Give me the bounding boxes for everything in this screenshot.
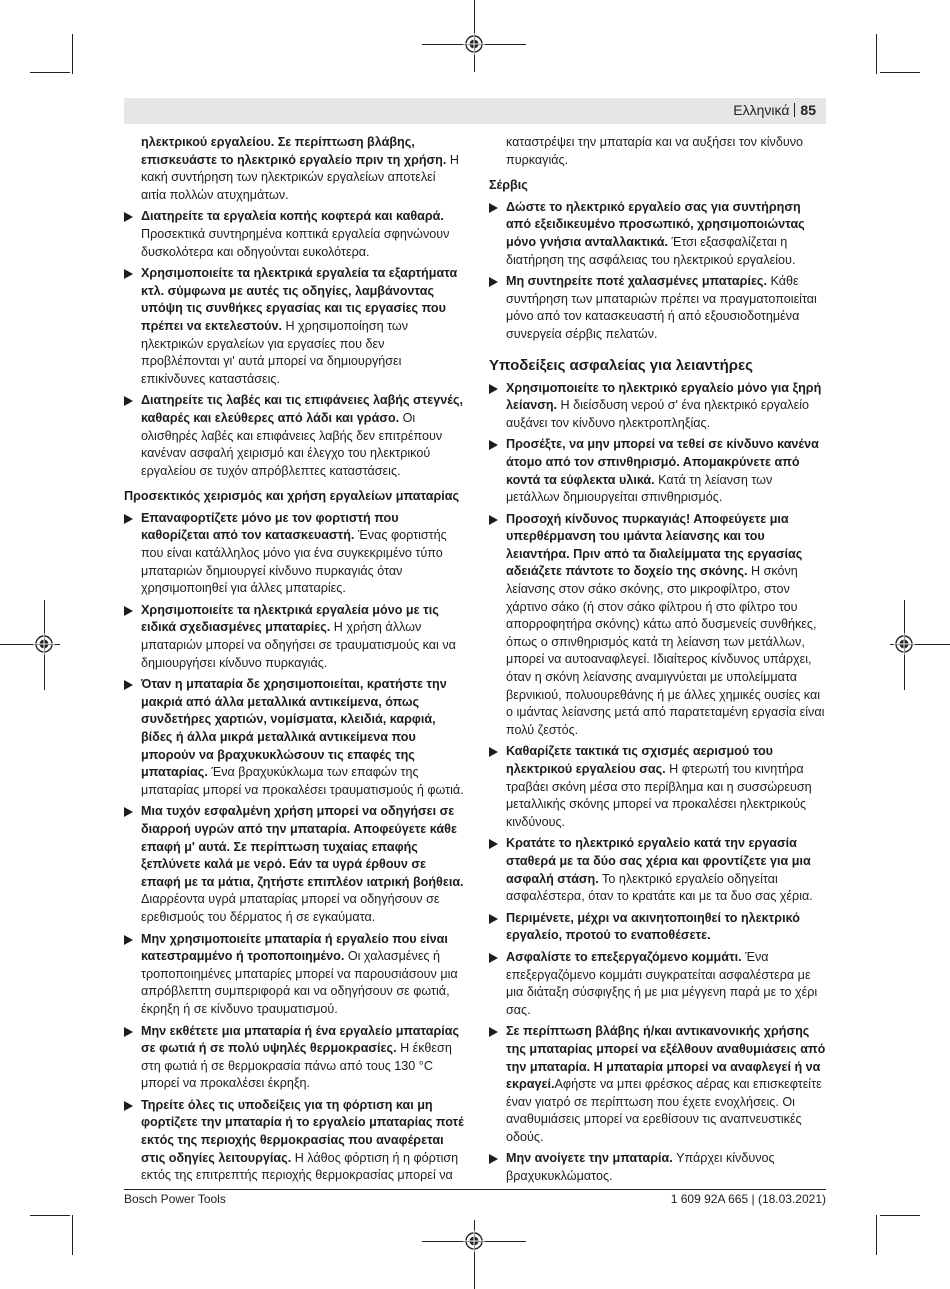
bullet-triangle-icon (489, 440, 498, 450)
item-bold: Επαναφορτίζετε μόνο με τον φορτιστή που καθορίζεται από τον κατασκευαστή. (141, 510, 399, 543)
footer-brand: Bosch Power Tools (124, 1192, 226, 1206)
bullet-triangle-icon (489, 839, 498, 849)
bullet-triangle-icon (489, 515, 498, 525)
header-label (733, 102, 816, 118)
left-column (124, 134, 464, 1185)
registration-mark-icon (33, 633, 55, 655)
page-header (124, 98, 826, 124)
item-bold: Προσέξτε, να μην μπορεί να τεθεί σε κίνδυνο κανένα άτομο από τον σπινθηρισμό. Απομακρύνετε από κοντά τα εύφλεκτα υλικά. (506, 437, 819, 487)
header-language: Ελληνικά (733, 102, 790, 118)
item-bold: Χρησιμοποιείτε το ηλεκτρικό εργαλείο μόνο για ξηρή λείανση. (506, 380, 822, 413)
item-text: Κατά τη λείανση των μετάλλων δημιουργείται σπινθηρισμός. (506, 472, 773, 505)
list-item (124, 803, 464, 926)
crop-mark (72, 34, 73, 74)
registration-mark-icon (463, 33, 485, 55)
registration-mark-icon (893, 633, 915, 655)
continuation-paragraph: καταστρέψει την μπαταρία και να αυξήσει τον κίνδυνο πυρκαγιάς. (506, 135, 804, 167)
bullet-triangle-icon (124, 935, 133, 945)
list-item (124, 1023, 464, 1093)
item-bold: Μια τυχόν εσφαλμένη χρήση μπορεί να οδηγήσει σε διαρροή υγρών από την μπαταρία. Αποφεύγετε κάθε επαφή μ' αυτά. Σε περίπτωση τυχαίας επαφής ξεπλύνετε καλά με νερό. Εάν τα υγρά έρθουν σε επαφή με τα μάτια, ζητήστε επιπλέον ιατρική βοήθεια. (141, 804, 464, 889)
item-bold: Δώστε το ηλεκτρικό εργαλείο σας για συντήρηση από εξειδικευμένο προσωπικό, χρησιμοποιώντας μόνο γνήσια ανταλλακτικά. (506, 199, 805, 249)
list-item (489, 273, 827, 343)
item-text: Υπάρχει κίνδυνος βραχυκυκλώματος. (506, 1151, 775, 1184)
item-text: Η έκθεση στη φωτιά ή σε θερμοκρασία πάνω από τους 130 °C μπορεί να προκαλέσει έκρηξη. (141, 1041, 452, 1091)
list-item (489, 743, 827, 831)
registration-mark-icon (463, 1230, 485, 1252)
bullet-triangle-icon (124, 396, 133, 406)
bullet-triangle-icon (124, 212, 133, 222)
item-text: Η χρησιμοποίηση των ηλεκτρικών εργαλείων για εργασίες που δεν προβλέπονται γι' αυτά μπορεί να δημιουργήσει επικίνδυνες καταστάσεις. (141, 318, 409, 386)
item-bold: Μη συντηρείτε ποτέ χαλασμένες μπαταρίες. (506, 274, 767, 289)
item-text: Έτσι εξασφαλίζεται η διατήρηση της ασφάλειας του ηλεκτρικού εργαλείου. (506, 234, 796, 267)
item-bold: Κρατάτε το ηλεκτρικό εργαλείο κατά την εργασία σταθερά με τα δύο σας χέρια και φροντίζετε για μια ασφαλή στάση. (506, 836, 811, 886)
list-item (124, 392, 464, 480)
item-bold: Περιμένετε, μέχρι να ακινητοποιηθεί το ηλεκτρικό εργαλείο, προτού το εναποθέσετε. (506, 910, 800, 943)
list-item (489, 199, 827, 269)
item-text: Προσεκτικά συντηρημένα κοπτικά εργαλεία σφηνώνουν δυσκολότερα και οδηγούνται ευκολότερα. (141, 226, 450, 259)
bullet-triangle-icon (489, 277, 498, 287)
bullet-triangle-icon (489, 1154, 498, 1164)
list-item (489, 910, 827, 945)
item-text: Το ηλεκτρικό εργαλείο οδηγείται ασφαλέστερα, όταν το κρατάτε και με τα δυο σας χέρια. (506, 871, 813, 904)
service-heading: Σέρβις (489, 178, 528, 193)
crop-mark (876, 34, 877, 74)
item-text: Η λάθος φόρτιση ή η φόρτιση εκτός της επιτρεπτής περιοχής θερμοκρασίας μπορεί να (141, 1150, 459, 1183)
item-bold: Σε περίπτωση βλάβης ή/και αντικανονικής χρήσης της μπαταρίας μπορεί να εξέλθουν αναθυμιάσεις από την μπαταρία. Η μπαταρία μπορεί να αναφλεγεί ή να εκραγεί. (506, 1024, 826, 1092)
item-text: Αφήστε να μπει φρέσκος αέρας και επισκεφτείτε έναν γιατρό σε περίπτωση που έχετε ενοχλήσεις. Οι αναθυμιάσεις μπορεί να ερεθίσουν τις αναπνευστικές οδούς. (506, 1077, 822, 1144)
item-bold: Καθαρίζετε τακτικά τις σχισμές αερισμού του ηλεκτρικού εργαλείου σας. (506, 744, 773, 776)
item-text: Οι ολισθηρές λαβές και επιφάνειες λαβής δεν επιτρέπουν κανέναν ασφαλή χειρισμό και έλεγχο του ηλεκτρικού εργαλείου σε τυχόν απρόβλεπτες καταστάσεις. (141, 410, 443, 478)
bullet-triangle-icon (489, 747, 498, 757)
list-item (489, 1023, 827, 1146)
list-item (124, 602, 464, 672)
bullet-triangle-icon (124, 1027, 133, 1037)
item-text: Διαρρέοντα υγρά μπαταρίας μπορεί να οδηγήσουν σε ερεθισμούς του δέρματος ή σε εγκαύματα. (141, 892, 440, 924)
list-item (124, 510, 464, 598)
page-number: 85 (800, 102, 816, 118)
right-column (489, 134, 827, 1186)
bullet-triangle-icon (489, 384, 498, 394)
list-item (489, 1150, 827, 1185)
item-bold: Όταν η μπαταρία δε χρησιμοποιείται, κρατήστε την μακριά από άλλα μεταλλικά αντικείμενα, όπως συνδετήρες χαρτιών, νομίσματα, κλειδιά, καρφιά, βίδες ή άλλα μικρά μεταλλικά αντικείμενα που μπορούν να βραχυκυκλώσουν τις επαφές της μπαταρίας. (141, 677, 447, 780)
crop-mark (30, 1215, 70, 1216)
item-bold: Μην εκθέτετε μια μπαταρία ή ένα εργαλείο μπαταρίας σε φωτιά ή σε πολύ υψηλές θερμοκρασίες. (141, 1023, 460, 1056)
list-item (489, 511, 827, 740)
list-item (489, 835, 827, 905)
list-item (489, 436, 827, 506)
list-item (124, 676, 464, 799)
item-bold: Προσοχή κίνδυνος πυρκαγιάς! Αποφεύγετε μια υπερθέρμανση του ιμάντα λείανσης και του λειαντήρα. Πριν από τα διαλείμματα της εργασίας αδειάζετε πάντοτε το δοχείο της σκόνης. (506, 511, 803, 579)
crop-mark (876, 1215, 877, 1255)
item-text: Κάθε συντήρηση των μπαταριών πρέπει να πραγματοποιείται μόνο από τον κατασκευαστή ή από εξουσιοδοτημένα συνεργεία σέρβις πελατών. (506, 274, 817, 341)
section-heading: Υποδείξεις ασφαλείας για λειαντήρες (489, 356, 753, 374)
bullet-triangle-icon (124, 1101, 133, 1111)
item-text: Η σκόνη λείανσης στον σάκο σκόνης, στο μικροφίλτρο, στον χάρτινο σάκο (ή στον σάκο φίλτρου ή στο φίλτρο του απορροφητήρα σκόνης) κάτω από δυσμενείς συνθήκες, όπως ο σπινθηρισμός κατά τη λείανση των μετάλλων, μπορεί να αυτοαναφλεγεί. Ιδιαίτερος κίνδυνος υπάρχει, όταν η σκόνη λείανσης αναμιγνύεται με υπολείμματα βερνικιού, πολυουρεθάνης ή με άλλες χημικές ουσίες και ο ιμάντας λείανσης μετά από παρατεταμένη εργασία είναι πολύ ζεστός. (506, 564, 825, 737)
footer-doc-number: 1 609 92A 665 | (18.03.2021) (670, 1192, 826, 1206)
list-item (124, 1097, 464, 1185)
item-text: Ένα βραχυκύκλωμα των επαφών της μπαταρίας μπορεί να προκαλέσει τραυματισμούς ή φωτιά. (141, 765, 464, 797)
list-item (124, 931, 464, 1019)
bullet-triangle-icon (124, 514, 133, 524)
item-text: Η χρήση άλλων μπαταριών μπορεί να οδηγήσει σε τραυματισμούς και να δημιουργήσει κίνδυνο πυρκαγιάς. (141, 620, 456, 670)
intro-bold: ηλεκτρικού εργαλείου. Σε περίπτωση βλάβης, επισκευάστε το ηλεκτρικό εργαλείο πριν τη χρήση. (141, 135, 447, 167)
item-bold: Τηρείτε όλες τις υποδείξεις για τη φόρτιση και μη φορτίζετε την μπαταρία ή το εργαλείο μπαταρίας ποτέ εκτός της περιοχής θερμοκρασίας που αναφέρεται στις οδηγίες λειτουργίας. (141, 1097, 464, 1165)
item-bold: Χρησιμοποιείτε τα ηλεκτρικά εργαλεία τα εξαρτήματα κτλ. σύμφωνα με αυτές τις οδηγίες, λαμβάνοντας υπόψη τις συνθήκες εργασίας και τις εργασίες που πρέπει να εκτελεστούν. (141, 266, 458, 333)
bullet-triangle-icon (124, 680, 133, 690)
bullet-triangle-icon (489, 953, 498, 963)
item-text: Ένας φορτιστής που είναι κατάλληλος μόνο για ένα συγκεκριμένο τύπο μπαταριών δημιουργεί κίνδυνο πυρκαγιάς όταν χρησιμοποιηθεί για άλλες μπαταρίες. (141, 528, 447, 596)
item-bold: Μην ανοίγετε την μπαταρία. (506, 1151, 673, 1166)
bullet-triangle-icon (489, 914, 498, 924)
item-bold: Διατηρείτε τα εργαλεία κοπής κοφτερά και καθαρά. (141, 209, 444, 224)
crop-mark (30, 72, 70, 73)
item-text: Ένα επεξεργαζόμενο κομμάτι συγκρατείται ασφαλέστερα με μια διάταξη σύσφιγξης ή με μια μέγγενη παρά με το χέρι σας. (506, 949, 818, 1017)
header-divider (794, 103, 795, 117)
item-text: Η φτερωτή του κινητήρα τραβάει σκόνη μέσα στο περίβλημα και η συσσώρευση μεταλλικής σκόνης μπορεί να προκαλέσει ηλεκτρικούς κινδύνους. (506, 762, 812, 829)
crop-mark (880, 1215, 920, 1216)
bullet-triangle-icon (124, 807, 133, 817)
footer-rule (124, 1189, 826, 1190)
list-item (124, 208, 464, 261)
list-item (489, 380, 827, 433)
item-bold: Χρησιμοποιείτε τα ηλεκτρικά εργαλεία μόνο με τις ειδικά σχεδιασμένες μπαταρίες. (141, 602, 439, 635)
item-text: Οι χαλασμένες ή τροποποιημένες μπαταρίες μπορεί να παρουσιάσουν μια απρόβλεπτη συμπεριφορά και να οδηγήσουν σε φωτιά, έκρηξη ή σε κίνδυνο τραυματισμού. (141, 949, 458, 1016)
bullet-triangle-icon (489, 1027, 498, 1037)
bullet-triangle-icon (124, 606, 133, 616)
item-text: Η διείσδυση νερού σ' ένα ηλεκτρικό εργαλείο αυξάνει τον κίνδυνο ηλεκτροπληξίας. (506, 398, 810, 430)
item-bold: Ασφαλίστε το επεξεργαζόμενο κομμάτι. (506, 949, 742, 964)
bullet-triangle-icon (489, 203, 498, 213)
bullet-triangle-icon (124, 269, 133, 279)
intro-paragraph (124, 134, 464, 204)
item-bold: Διατηρείτε τις λαβές και τις επιφάνειες λαβής στεγνές, καθαρές και ελεύθερες από λάδι και γράσο. (141, 393, 464, 425)
crop-mark (880, 72, 920, 73)
battery-subheading: Προσεκτικός χειρισμός και χρήση εργαλείων μπαταρίας (124, 489, 460, 504)
item-bold: Μην χρησιμοποιείτε μπαταρία ή εργαλείο που είναι κατεστραμμένο ή τροποποιημένο. (141, 931, 448, 964)
crop-mark (72, 1215, 73, 1255)
list-item (489, 949, 827, 1019)
list-item (124, 265, 464, 388)
intro-text: Η κακή συντήρηση των ηλεκτρικών εργαλείων αποτελεί αιτία πολλών ατυχημάτων. (141, 152, 459, 202)
